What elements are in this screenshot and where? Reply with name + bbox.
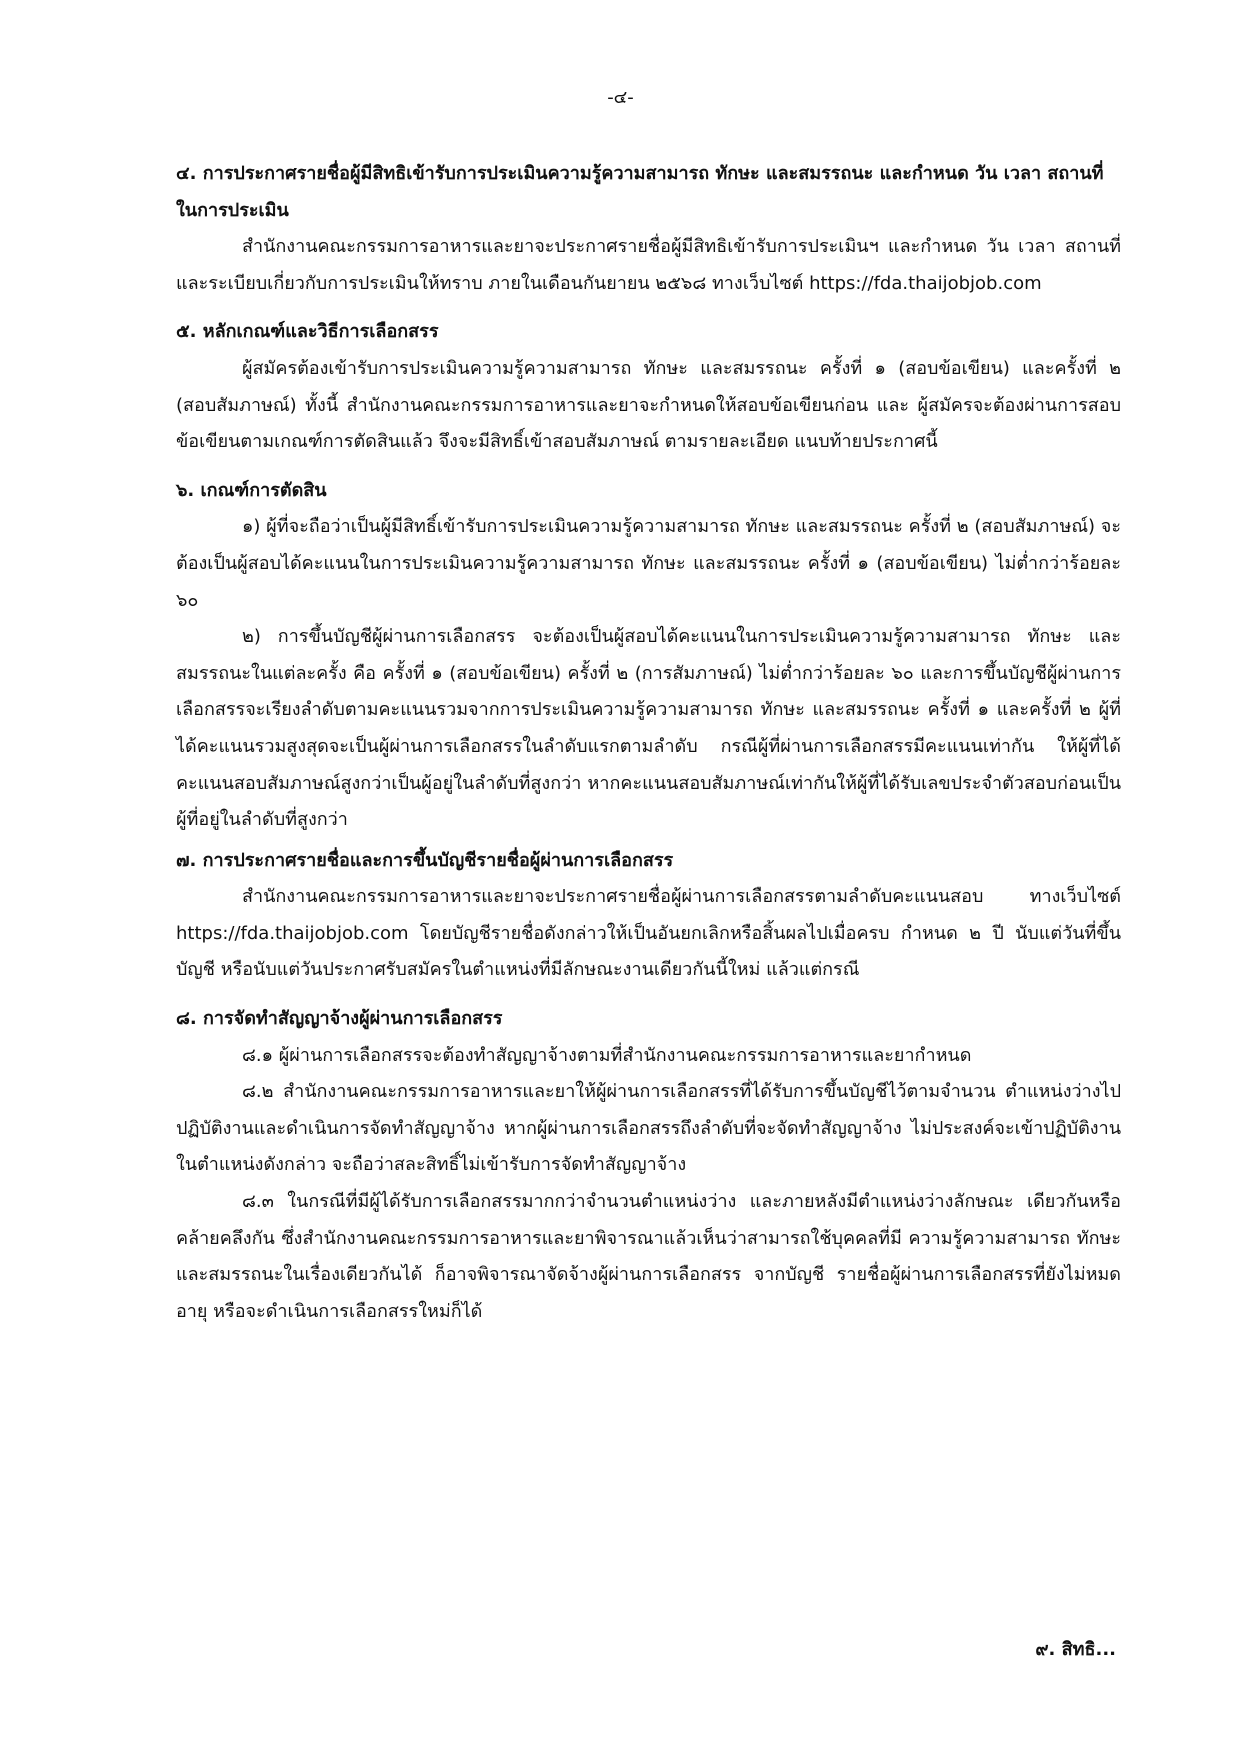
section-5 xyxy=(176,314,1121,460)
section-8-heading: ๘. การจัดทำสัญญาจ้างผู้ผ่านการเลือกสรร xyxy=(176,1008,503,1030)
section-6-paragraph-2: ๒) การขึ้นบัญชีผู้ผ่านการเลือกสรร จะต้องเป็นผู้สอบได้คะแนนในการประเมินความรู้ความสามารถ ทักษะ และสมรรถนะในแต่ละครั้ง คือ ครั้งที่ ๑ (สอบข้อเขียน) ครั้งที่ ๒ (การสัมภาษณ์) ไม่ต่ำกว่าร้อยละ ๖๐ และการขึ้นบัญชีผู้ผ่านการเลือกสรรจะเรียงลำดับตามคะแนนรวมจากการประเมินความรู้ความสามารถ ทักษะ และสมรรถนะ ครั้งที่ ๑ และครั้งที่ ๒ ผู้ที่ได้คะแนนรวมสูงสุดจะเป็นผู้ผ่านการเลือกสรรในลำดับแรกตามลำดับ กรณีผู้ที่ผ่านการเลือกสรรมีคะแนนเท่ากัน ให้ผู้ที่ได้คะแนนสอบสัมภาษณ์สูงกว่าเป็นผู้อยู่ในลำดับที่สูงกว่า หากคะแนนสอบสัมภาษณ์เท่ากันให้ผู้ที่ได้รับเลขประจำตัวสอบก่อนเป็นผู้ที่อยู่ในลำดับที่สูงกว่า xyxy=(176,626,1121,831)
section-7-heading: ๗. การประกาศรายชื่อและการขึ้นบัญชีรายชื่อผู้ผ่านการเลือกสรร xyxy=(176,849,674,871)
section-8-paragraph-1: ๘.๑ ผู้ผ่านการเลือกสรรจะต้องทำสัญญาจ้างตามที่สำนักงานคณะกรรมการอาหารและยากำหนด xyxy=(242,1044,972,1066)
section-4-paragraph-1: สำนักงานคณะกรรมการอาหารและยาจะประกาศรายชื่อผู้มีสิทธิเข้ารับการประเมินฯ และกำหนด วัน เวลา สถานที่ และระเบียบเกี่ยวกับการประเมินให้ทราบ ภายในเดือนกันยายน ๒๕๖๘ ทางเว็บไซต์ https://fda.thaijobjob.com xyxy=(176,236,1121,294)
section-5-paragraph-1: ผู้สมัครต้องเข้ารับการประเมินความรู้ความสามารถ ทักษะ และสมรรถนะ ครั้งที่ ๑ (สอบข้อเขียน) และครั้งที่ ๒ (สอบสัมภาษณ์) ทั้งนี้ สำนักงานคณะกรรมการอาหารและยาจะกำหนดให้สอบข้อเขียนก่อน และ ผู้สมัครจะต้องผ่านการสอบข้อเขียนตามเกณฑ์การตัดสินแล้ว จึงจะมีสิทธิ์เข้าสอบสัมภาษณ์ ตามรายละเอียด แนบท้ายประกาศนี้ xyxy=(176,357,1121,453)
section-5-heading: ๕. หลักเกณฑ์และวิธีการเลือกสรร xyxy=(176,321,439,343)
section-8-paragraph-3: ๘.๓ ในกรณีที่มีผู้ได้รับการเลือกสรรมากกว่าจำนวนตำแหน่งว่าง และภายหลังมีตำแหน่งว่างลักษณะ เดียวกันหรือคล้ายคลึงกัน ซึ่งสำนักงานคณะกรรมการอาหารและยาพิจารณาแล้วเห็นว่าสามารถใช้บุคคลที่มี ความรู้ความสามารถ ทักษะ และสมรรถนะในเรื่องเดียวกันได้ ก็อาจพิจารณาจัดจ้างผู้ผ่านการเลือกสรร จากบัญชี รายชื่อผู้ผ่านการเลือกสรรที่ยังไม่หมดอายุ หรือจะดำเนินการเลือกสรรใหม่ก็ได้ xyxy=(176,1191,1121,1322)
section-7 xyxy=(176,843,1121,989)
section-7-paragraph-1: สำนักงานคณะกรรมการอาหารและยาจะประกาศรายชื่อผู้ผ่านการเลือกสรรตามลำดับคะแนนสอบ ทางเว็บไซต์ https://fda.thaijobjob.com โดยบัญชีรายชื่อดังกล่าวให้เป็นอันยกเลิกหรือสิ้นผลไปเมื่อครบ กำหนด ๒ ปี นับแต่วันที่ขึ้นบัญชี หรือนับแต่วันประกาศรับสมัครในตำแหน่งที่มีลักษณะงานเดียวกันนี้ใหม่ แล้วแต่กรณี xyxy=(176,886,1121,981)
document-body xyxy=(176,156,1121,1330)
section-4 xyxy=(176,156,1121,302)
section-6 xyxy=(176,473,1121,839)
section-6-heading: ๖. เกณฑ์การตัดสิน xyxy=(176,479,327,501)
section-8-paragraph-2: ๘.๒ สำนักงานคณะกรรมการอาหารและยาให้ผู้ผ่านการเลือกสรรที่ได้รับการขึ้นบัญชีไว้ตามจำนวน ตำแหน่งว่างไปปฏิบัติงานและดำเนินการจัดทำสัญญาจ้าง หากผู้ผ่านการเลือกสรรถึงลำดับที่จะจัดทำสัญญาจ้าง ไม่ประสงค์จะเข้าปฏิบัติงานในตำแหน่งดังกล่าว จะถือว่าสละสิทธิ์ไม่เข้ารับการจัดทำสัญญาจ้าง xyxy=(176,1081,1121,1176)
next-page-marker: ๙. สิทธิ... xyxy=(1035,1639,1116,1660)
section-4-heading: ๔. การประกาศรายชื่อผู้มีสิทธิเข้ารับการประเมินความรู้ความสามารถ ทักษะ และสมรรถนะ และกำหนด วัน เวลา สถานที่ในการประเมิน xyxy=(176,163,1104,221)
section-8 xyxy=(176,1001,1121,1330)
page-number: -๔- xyxy=(607,87,634,108)
section-6-paragraph-1: ๑) ผู้ที่จะถือว่าเป็นผู้มีสิทธิ์เข้ารับการประเมินความรู้ความสามารถ ทักษะ และสมรรถนะ ครั้งที่ ๒ (สอบสัมภาษณ์) จะต้องเป็นผู้สอบได้คะแนนในการประเมินความรู้ความสามารถ ทักษะ และสมรรถนะ ครั้งที่ ๑ (สอบข้อเขียน) ไม่ต่ำกว่าร้อยละ ๖๐ xyxy=(176,516,1121,611)
